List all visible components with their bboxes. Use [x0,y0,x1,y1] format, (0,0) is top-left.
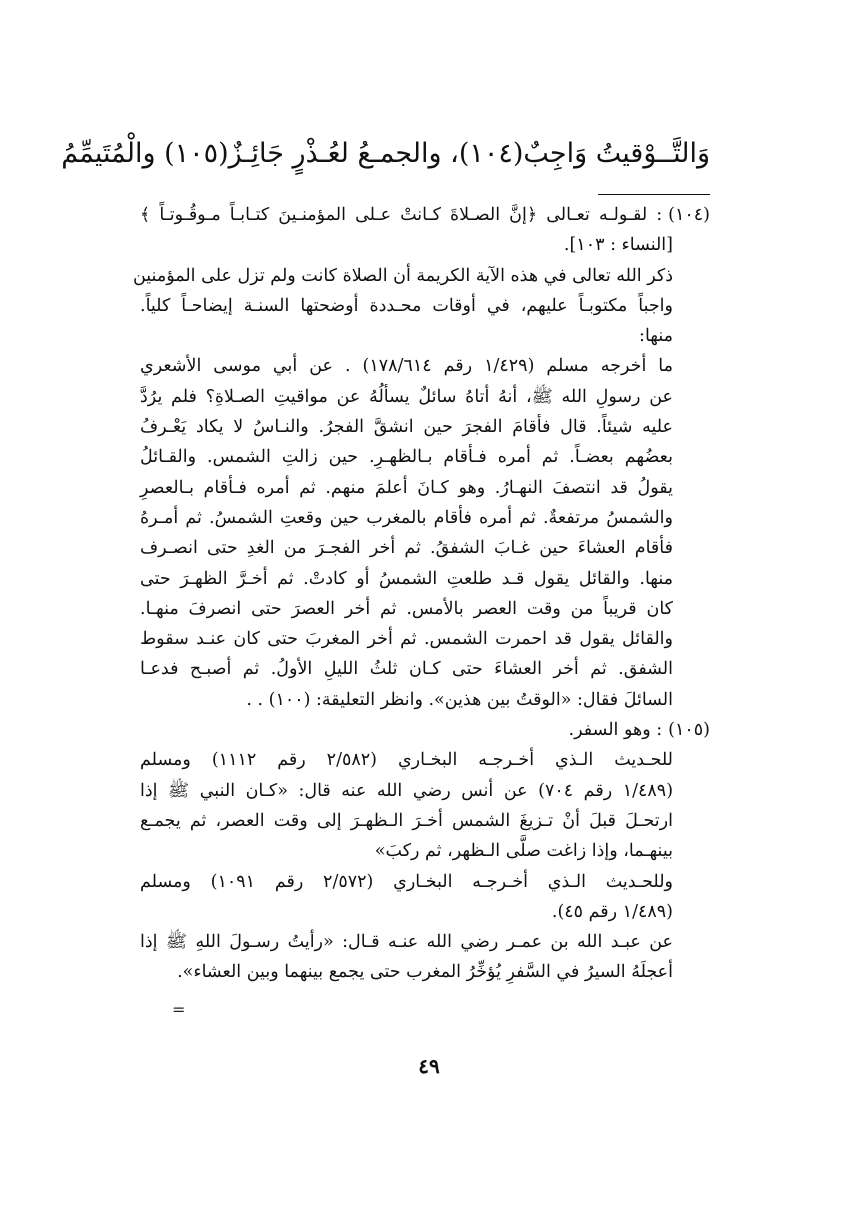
footnote-104-line: منها. والقائل يقول قـد طلعتِ الشمسُ أو كادتْ. ثم أخـرَّ الظهـرَ حتى [140,568,673,589]
footnote-105-line: عن عبـد الله بن عمـر رضي الله عنـه قـال: «رأيتُ رسـولَ اللهِ ﷺ إذا [140,932,673,953]
footnote-104-line: ما أخرجه مسلم (١/٤٢٩ رقم ١٧٨/٦١٤) . عن أبي موسى الأشعري [140,356,673,377]
footnote-104-line: عليه شيئاً. قال فأقامَ الفجرَ حين انشقَّ الفجرُ. والنـاسُ لا يكاد يَعْـرفُ [140,417,673,438]
footnote-105-line: ارتحـلَ قبلَ أنْ تـزيغَ الشمس أخـرَ الـظهـرَ إلى وقت العصر، ثم يجمـع [140,810,673,831]
footnote-104-line: والشمسُ مرتفعةٌ. ثم أمره فأقام بالمغرب حين وقعتِ الشمسُ. ثم أمـرهُ [140,507,673,528]
footnote-104-heading [140,200,710,230]
page-number: ٤٩ [418,1054,440,1078]
footnote-104-line: عن رسولِ الله ﷺ، أنهُ أتاهُ سائلٌ يسألُهُ عن مواقيتِ الصـلاةِ؟ فلم يرُدَّ [140,386,673,407]
footnote-105-line: (١/٤٨٩ رقم ٤٥). [551,901,673,922]
footnote-105-line: أعجلَهُ السيرُ في السَّفرِ يُؤخِّرُ المغرب حتى يجمع بينهما وبين العشاء». [177,962,673,983]
footnote-105-line: (١/٤٨٩ رقم ٧٠٤) عن أنس رضي الله عنه قال: «كـان النبي ﷺ إذا [140,780,674,801]
footnote-105-heading-text: : وهو السفر. [568,720,663,741]
footnote-105-line: للحـديث الـذي أخـرجـه البخـاري (٢/٥٨٢ رقم ١١١٢) ومسلم [140,750,673,771]
footnote-104-number: (١٠٤) [668,205,710,225]
footnote-104-line: السائلَ فقال: «الوقتُ بين هذين». وانظر التعليقة: (١٠٠) . . [246,689,673,710]
footnote-105-heading [140,715,710,745]
footnote-104-line: كان قريباً من وقت العصر بالأمس. ثم أخر العصرَ حتى انصرفَ منهـا. [140,598,673,619]
footnote-105-number: (١٠٥) [668,720,710,741]
footnote-104-line: واجباً مكتوبـاً عليهم، في أوقات محـددة أوضحتها السنـة إيضاحـاً كلياً. [140,295,673,316]
continuation-mark: = [172,1000,186,1019]
footnote-104-line: منها: [639,326,673,347]
footnote-104-line: والقائل يقول قد احمرت الشمس. ثم أخر المغربَ حتى كان عنـد سقوط [140,629,673,650]
footnote-separator [598,194,710,195]
footnote-105-line: بينهـما، وإذا زاغت صلَّى الـظهر، ثم ركبَ» [374,841,673,862]
footnote-104-line: [النساء : ١٠٣]. [563,235,673,256]
footnote-104-heading-text: : لقـولـه تعـالى ﴿إنَّ الصـلاةَ كـانتْ عـلى المؤمنـينَ كتـابـاً مـوقُـوتـاً ﴾ [140,205,663,225]
footnote-104-line: فأقام العشاءَ حين غـابَ الشفقُ. ثم أخر الفجـرَ من الغدِ حتى انصـرف [140,538,673,559]
footnote-104-line: يقولُ قد انتصفَ النهـارُ. وهو كـانَ أعلمَ منهم. ثم أمره فـأقام بـالعصرِ [140,477,673,498]
footnote-104-line: بعضُهم بعضـاً. ثم أمره فـأقام بـالظهـرِ. حين زالتِ الشمس. والقـائلُ [140,447,673,468]
footnote-104-line: ذكر الله تعالى في هذه الآية الكريمة أن الصلاة كانت ولم تزل على المؤمنين [132,265,673,286]
footnote-104-line: الشفق. ثم أخر العشاءَ حتى كـان ثلثُ الليلِ الأولُ. ثم أصبـح فدعـا [140,659,673,680]
footnote-105-line: وللحـديث الـذي أخـرجـه البخـاري (٢/٥٧٢ رقم ١٠٩١) ومسلم [140,871,673,892]
footnotes [132,200,710,988]
main-text-line: وَالتَّــوْقيتُ وَاجِبٌ(١٠٤)، والجمـعُ لعُـذْرٍ جَائِـزٌ(١٠٥) والْمُتَيمِّمُ [61,138,710,169]
